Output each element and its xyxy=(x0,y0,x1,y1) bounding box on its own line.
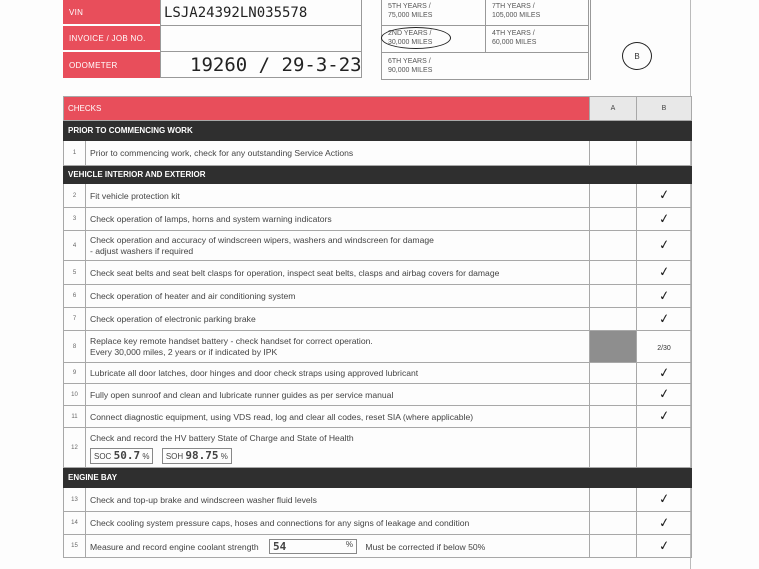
row-text: Prior to commencing work, check for any outstanding Service Actions xyxy=(86,141,590,166)
service-code: B xyxy=(634,51,640,61)
cell-b[interactable] xyxy=(637,535,692,558)
table-row: 5 Check seat belts and seat belt clasps for operation, inspect seat belts, clasps and airbag covers for damage ✓ xyxy=(64,261,692,285)
check-mark-icon: ✓ xyxy=(657,237,671,254)
table-row: 10 Fully open sunroof and clean and lubricate runner guides as per service manual ✓ xyxy=(64,384,692,406)
check-mark-icon: ✓ xyxy=(657,491,671,508)
cell-a[interactable] xyxy=(590,285,637,308)
cell-a[interactable] xyxy=(590,384,637,406)
table-row: 9 Lubricate all door latches, door hinges and door check straps using approved lubricant ✓ xyxy=(64,363,692,384)
cell-a[interactable] xyxy=(590,261,637,285)
col-b-header: B xyxy=(637,97,692,121)
table-row: 14 Check cooling system pressure caps, hoses and connections for any signs of leakage and condition ✓ xyxy=(64,512,692,535)
interval-4th: 4TH YEARS / 60,000 MILES xyxy=(492,30,537,46)
divider xyxy=(160,25,362,26)
battery-code: 2/30 xyxy=(657,344,671,352)
table-row: 15 Measure and record engine coolant strength 54 % Must be corrected if below 50% ✓ xyxy=(64,535,692,558)
check-mark-icon: ✓ xyxy=(657,514,671,532)
checks-table xyxy=(63,96,692,558)
cell-b[interactable] xyxy=(637,428,692,468)
divider xyxy=(381,25,589,26)
table-row: 6 Check operation of heater and air conditioning system ✓ xyxy=(64,285,692,308)
section-prior: PRIOR TO COMMENCING WORK xyxy=(64,121,692,141)
coolant-note: Must be corrected if below 50% xyxy=(365,541,486,552)
cell-a[interactable] xyxy=(590,488,637,512)
soh-field[interactable]: SOH 98.75 % xyxy=(162,448,232,464)
invoice-label: INVOICE / JOB NO. xyxy=(63,26,160,50)
cell-a[interactable] xyxy=(590,308,637,331)
cell-a-shaded xyxy=(590,331,637,363)
divider xyxy=(381,52,589,53)
table-row: 7 Check operation of electronic parking brake ✓ xyxy=(64,308,692,331)
service-code-circle xyxy=(622,42,652,70)
cell-b[interactable] xyxy=(637,141,692,166)
cell-a[interactable] xyxy=(590,535,637,558)
cell-a[interactable] xyxy=(590,184,637,208)
soc-field[interactable]: SOC 50.7 % xyxy=(90,448,153,464)
vin-value[interactable]: LSJA24392LN035578 xyxy=(164,5,308,21)
interval-6th: 6TH YEARS / 90,000 MILES xyxy=(388,58,433,74)
table-header-row xyxy=(64,97,692,121)
interval-5th: 5TH YEARS / 75,000 MILES xyxy=(388,3,433,19)
cell-b[interactable] xyxy=(637,231,692,261)
checks-title: CHECKS xyxy=(64,97,590,121)
check-mark-icon: ✓ xyxy=(657,187,671,204)
cell-b[interactable] xyxy=(637,406,692,428)
cell-a[interactable] xyxy=(590,363,637,384)
divider xyxy=(160,51,362,52)
cell-b[interactable] xyxy=(637,488,692,512)
check-mark-icon: ✓ xyxy=(657,287,671,305)
table-row: 11 Connect diagnostic equipment, using VDS read, log and clear all codes, reset SIA (where applicable) ✓ xyxy=(64,406,692,428)
odometer-value[interactable]: 19260 / 29-3-23 xyxy=(190,54,362,76)
odometer-label: ODOMETER xyxy=(63,52,160,78)
cell-b[interactable] xyxy=(637,184,692,208)
cell-b[interactable] xyxy=(637,261,692,285)
table-row: 3 Check operation of lamps, horns and system warning indicators ✓ xyxy=(64,208,692,231)
cell-a[interactable] xyxy=(590,428,637,468)
table-row: 4 Check operation and accuracy of windscreen wipers, washers and windscreen for damage - adjust washers if required ✓ xyxy=(64,231,692,261)
cell-b[interactable] xyxy=(637,384,692,406)
interval-7th: 7TH YEARS / 105,000 MILES xyxy=(492,3,541,19)
cell-a[interactable] xyxy=(590,406,637,428)
check-mark-icon: ✓ xyxy=(657,537,671,555)
table-row: 8 Replace key remote handset battery - check handset for correct operation. Every 30,000 miles, 2 years or if indicated by IPK 2/30 xyxy=(64,331,692,363)
cell-a[interactable] xyxy=(590,512,637,535)
cell-b[interactable] xyxy=(637,363,692,384)
divider xyxy=(485,0,486,52)
table-row: 13 Check and top-up brake and windscreen washer fluid levels ✓ xyxy=(64,488,692,512)
selected-interval-circle xyxy=(381,27,451,49)
col-a-header: A xyxy=(590,97,637,121)
cell-b[interactable] xyxy=(637,331,692,363)
section-engine: ENGINE BAY xyxy=(64,468,692,488)
check-mark-icon: ✓ xyxy=(657,408,671,425)
table-row: 12 Check and record the HV battery State of Charge and State of Health SOC 50.7 % SOH 98.75 % xyxy=(64,428,692,468)
table-row: 2 Fit vehicle protection kit ✓ xyxy=(64,184,692,208)
vin-label: VIN xyxy=(63,0,160,24)
check-mark-icon: ✓ xyxy=(657,264,671,281)
section-vehicle: VEHICLE INTERIOR AND EXTERIOR xyxy=(64,166,692,184)
cell-a[interactable] xyxy=(590,141,637,166)
interval-2nd[interactable]: 2ND YEARS / 30,000 MILES xyxy=(388,30,433,46)
check-mark-icon: ✓ xyxy=(657,310,671,328)
cell-b[interactable] xyxy=(637,512,692,535)
cell-a[interactable] xyxy=(590,231,637,261)
cell-b[interactable] xyxy=(637,285,692,308)
cell-b[interactable] xyxy=(637,308,692,331)
check-mark-icon: ✓ xyxy=(657,210,671,228)
coolant-strength-field[interactable]: 54 % xyxy=(269,539,357,554)
check-mark-icon: ✓ xyxy=(657,386,671,403)
table-row: 1 Prior to commencing work, check for any outstanding Service Actions xyxy=(64,141,692,166)
check-mark-icon: ✓ xyxy=(657,364,671,382)
cell-a[interactable] xyxy=(590,208,637,231)
cell-b[interactable] xyxy=(637,208,692,231)
